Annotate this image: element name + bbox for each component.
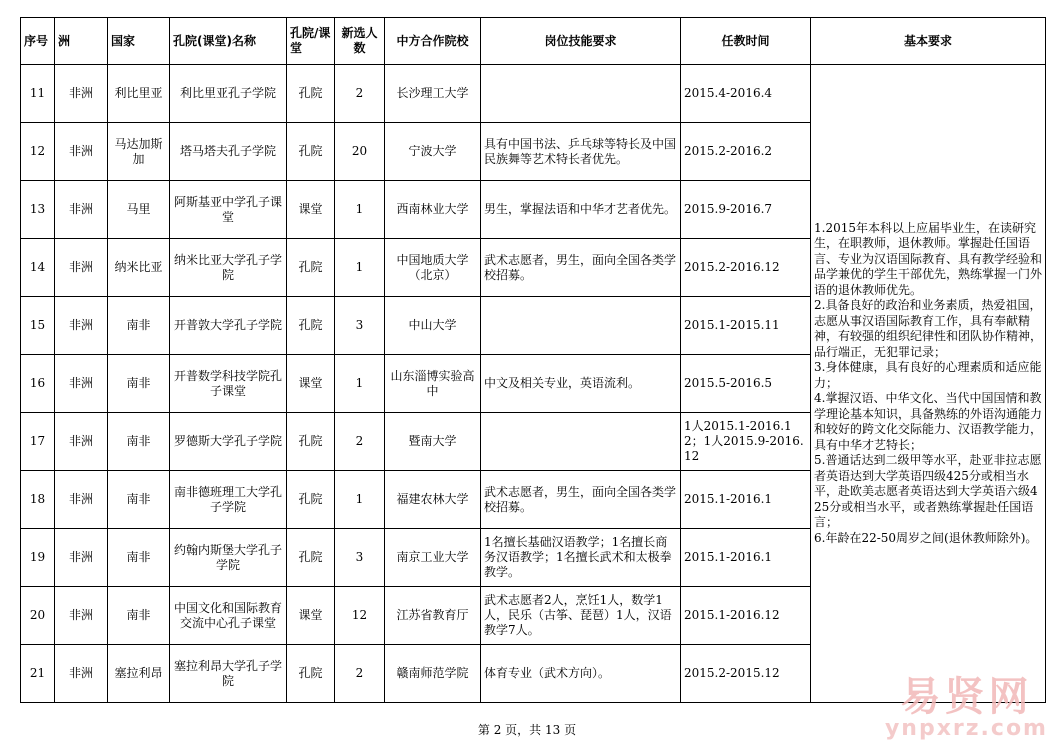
cell-institute: 开普敦大学孔子学院 (170, 297, 287, 355)
cell-skills: 武术志愿者2人，烹饪1人，数学1人，民乐（古筝、琵琶）1人，汉语教学7人。 (481, 587, 681, 645)
cell-country: 马里 (108, 181, 170, 239)
cell-partner: 长沙理工大学 (385, 65, 481, 123)
cell-institute: 阿斯基亚中学孔子课堂 (170, 181, 287, 239)
header-count: 新选人数 (335, 18, 385, 65)
cell-skills: 男生，掌握法语和中华才艺者优先。 (481, 181, 681, 239)
cell-count: 3 (335, 297, 385, 355)
recruitment-table-container (20, 17, 1046, 703)
cell-count: 12 (335, 587, 385, 645)
cell-type: 课堂 (287, 587, 335, 645)
cell-term: 2015.1-2016.12 (681, 587, 811, 645)
cell-seq: 18 (21, 471, 55, 529)
cell-term: 2015.1-2016.1 (681, 471, 811, 529)
cell-seq: 17 (21, 413, 55, 471)
cell-seq: 12 (21, 123, 55, 181)
cell-count: 2 (335, 65, 385, 123)
cell-continent: 非洲 (55, 471, 108, 529)
cell-partner: 赣南师范学院 (385, 645, 481, 703)
cell-seq: 21 (21, 645, 55, 703)
cell-country: 马达加斯加 (108, 123, 170, 181)
cell-skills: 体育专业（武术方向）。 (481, 645, 681, 703)
cell-count: 1 (335, 355, 385, 413)
cell-count: 2 (335, 413, 385, 471)
cell-count: 2 (335, 645, 385, 703)
cell-skills: 武术志愿者，男生，面向全国各类学校招募。 (481, 471, 681, 529)
header-type: 孔院/课堂 (287, 18, 335, 65)
cell-type: 孔院 (287, 65, 335, 123)
cell-country: 南非 (108, 355, 170, 413)
cell-country: 南非 (108, 413, 170, 471)
header-country: 国家 (108, 18, 170, 65)
cell-term: 2015.9-2016.7 (681, 181, 811, 239)
cell-country: 南非 (108, 297, 170, 355)
cell-count: 1 (335, 471, 385, 529)
cell-country: 纳米比亚 (108, 239, 170, 297)
cell-continent: 非洲 (55, 297, 108, 355)
cell-partner: 山东淄博实验高中 (385, 355, 481, 413)
cell-type: 孔院 (287, 239, 335, 297)
page-number-footer: 第 2 页，共 13 页 (477, 723, 577, 737)
cell-country: 南非 (108, 471, 170, 529)
watermark-url: ynpxrz.com (884, 716, 1048, 741)
cell-type: 孔院 (287, 529, 335, 587)
cell-continent: 非洲 (55, 587, 108, 645)
cell-seq: 13 (21, 181, 55, 239)
cell-institute: 利比里亚孔子学院 (170, 65, 287, 123)
cell-type: 孔院 (287, 123, 335, 181)
cell-partner: 暨南大学 (385, 413, 481, 471)
cell-institute: 约翰内斯堡大学孔子学院 (170, 529, 287, 587)
cell-continent: 非洲 (55, 181, 108, 239)
header-institute: 孔院(课堂)名称 (170, 18, 287, 65)
cell-seq: 16 (21, 355, 55, 413)
cell-institute: 纳米比亚大学孔子学院 (170, 239, 287, 297)
cell-type: 孔院 (287, 297, 335, 355)
cell-partner: 宁波大学 (385, 123, 481, 181)
cell-skills: 武术志愿者，男生，面向全国各类学校招募。 (481, 239, 681, 297)
cell-country: 南非 (108, 587, 170, 645)
cell-institute: 开普数学科技学院孔子课堂 (170, 355, 287, 413)
cell-continent: 非洲 (55, 413, 108, 471)
cell-type: 孔院 (287, 413, 335, 471)
cell-continent: 非洲 (55, 645, 108, 703)
watermark-title: 易贤网 (900, 674, 1033, 720)
cell-seq: 14 (21, 239, 55, 297)
cell-skills: 具有中国书法、乒乓球等特长及中国民族舞等艺术特长者优先。 (481, 123, 681, 181)
cell-continent: 非洲 (55, 239, 108, 297)
header-term: 任教时间 (681, 18, 811, 65)
cell-term: 2015.5-2016.5 (681, 355, 811, 413)
watermark-logo (885, 676, 1048, 740)
cell-term: 2015.1-2015.11 (681, 297, 811, 355)
header-continent: 洲 (55, 18, 108, 65)
cell-institute: 塔马塔夫孔子学院 (170, 123, 287, 181)
cell-institute: 中国文化和国际教育交流中心孔子课堂 (170, 587, 287, 645)
cell-continent: 非洲 (55, 123, 108, 181)
requirements-text: 1.2015年本科以上应届毕业生，在读研究生，在职教师，退休教师。掌握赴任国语言、专业为汉语国际教育、具有教学经验和品学兼优的学生干部优先，熟练掌握一门外语的退休教师优先。 2.具备良好的政治和业务素质，热爱祖国，志愿从事汉语国际教育工作，具有奉献精神，有较强的组织纪律性和团队协作精神，品行端正，无犯罪记录； 3.身体健康，具有良好的心理素质和适应能力； 4.掌握汉语、中华文化、当代中国国情和教学理论基本知识，具备熟练的外语沟通能力和较好的跨文化交际能力、汉语教学能力，具有中华才艺特长； 5.普通话达到二级甲等水平，赴亚非拉志愿者英语达到大学英语四级425分或相当水平，赴欧美志愿者英语达到大学英语六级425分或相当水平，或者熟练掌握赴任国语言； 6.年龄在22-50周岁之间(退休教师除外)。 (814, 220, 1043, 545)
cell-continent: 非洲 (55, 355, 108, 413)
cell-term: 2015.1-2016.1 (681, 529, 811, 587)
cell-country: 南非 (108, 529, 170, 587)
cell-institute: 罗德斯大学孔子学院 (170, 413, 287, 471)
cell-partner: 中国地质大学（北京） (385, 239, 481, 297)
cell-seq: 11 (21, 65, 55, 123)
cell-type: 孔院 (287, 645, 335, 703)
cell-type: 课堂 (287, 181, 335, 239)
cell-skills (481, 65, 681, 123)
header-requirements: 基本要求 (811, 18, 1046, 65)
cell-term: 2015.2-2016.2 (681, 123, 811, 181)
cell-partner: 南京工业大学 (385, 529, 481, 587)
cell-seq: 20 (21, 587, 55, 645)
header-row (21, 18, 1046, 65)
cell-type: 课堂 (287, 355, 335, 413)
cell-skills (481, 297, 681, 355)
cell-term: 1人2015.1-2016.12；1人2015.9-2016.12 (681, 413, 811, 471)
header-partner: 中方合作院校 (385, 18, 481, 65)
cell-count: 3 (335, 529, 385, 587)
cell-term: 2015.4-2016.4 (681, 65, 811, 123)
table-row (21, 65, 1046, 123)
cell-requirements (811, 65, 1046, 703)
cell-skills: 1名擅长基础汉语教学；1名擅长商务汉语教学；1名擅长武术和太极拳教学。 (481, 529, 681, 587)
cell-country: 塞拉利昂 (108, 645, 170, 703)
cell-partner: 江苏省教育厅 (385, 587, 481, 645)
cell-count: 20 (335, 123, 385, 181)
header-seq: 序号 (21, 18, 55, 65)
cell-institute: 塞拉利昂大学孔子学院 (170, 645, 287, 703)
cell-partner: 福建农林大学 (385, 471, 481, 529)
header-skills: 岗位技能要求 (481, 18, 681, 65)
cell-institute: 南非德班理工大学孔子学院 (170, 471, 287, 529)
cell-term: 2015.2-2015.12 (681, 645, 811, 703)
cell-partner: 中山大学 (385, 297, 481, 355)
cell-type: 孔院 (287, 471, 335, 529)
cell-continent: 非洲 (55, 529, 108, 587)
cell-term: 2015.2-2016.12 (681, 239, 811, 297)
recruitment-table (20, 17, 1046, 703)
cell-continent: 非洲 (55, 65, 108, 123)
cell-country: 利比里亚 (108, 65, 170, 123)
cell-skills: 中文及相关专业，英语流利。 (481, 355, 681, 413)
cell-skills (481, 413, 681, 471)
cell-partner: 西南林业大学 (385, 181, 481, 239)
cell-count: 1 (335, 239, 385, 297)
cell-seq: 19 (21, 529, 55, 587)
cell-count: 1 (335, 181, 385, 239)
cell-seq: 15 (21, 297, 55, 355)
